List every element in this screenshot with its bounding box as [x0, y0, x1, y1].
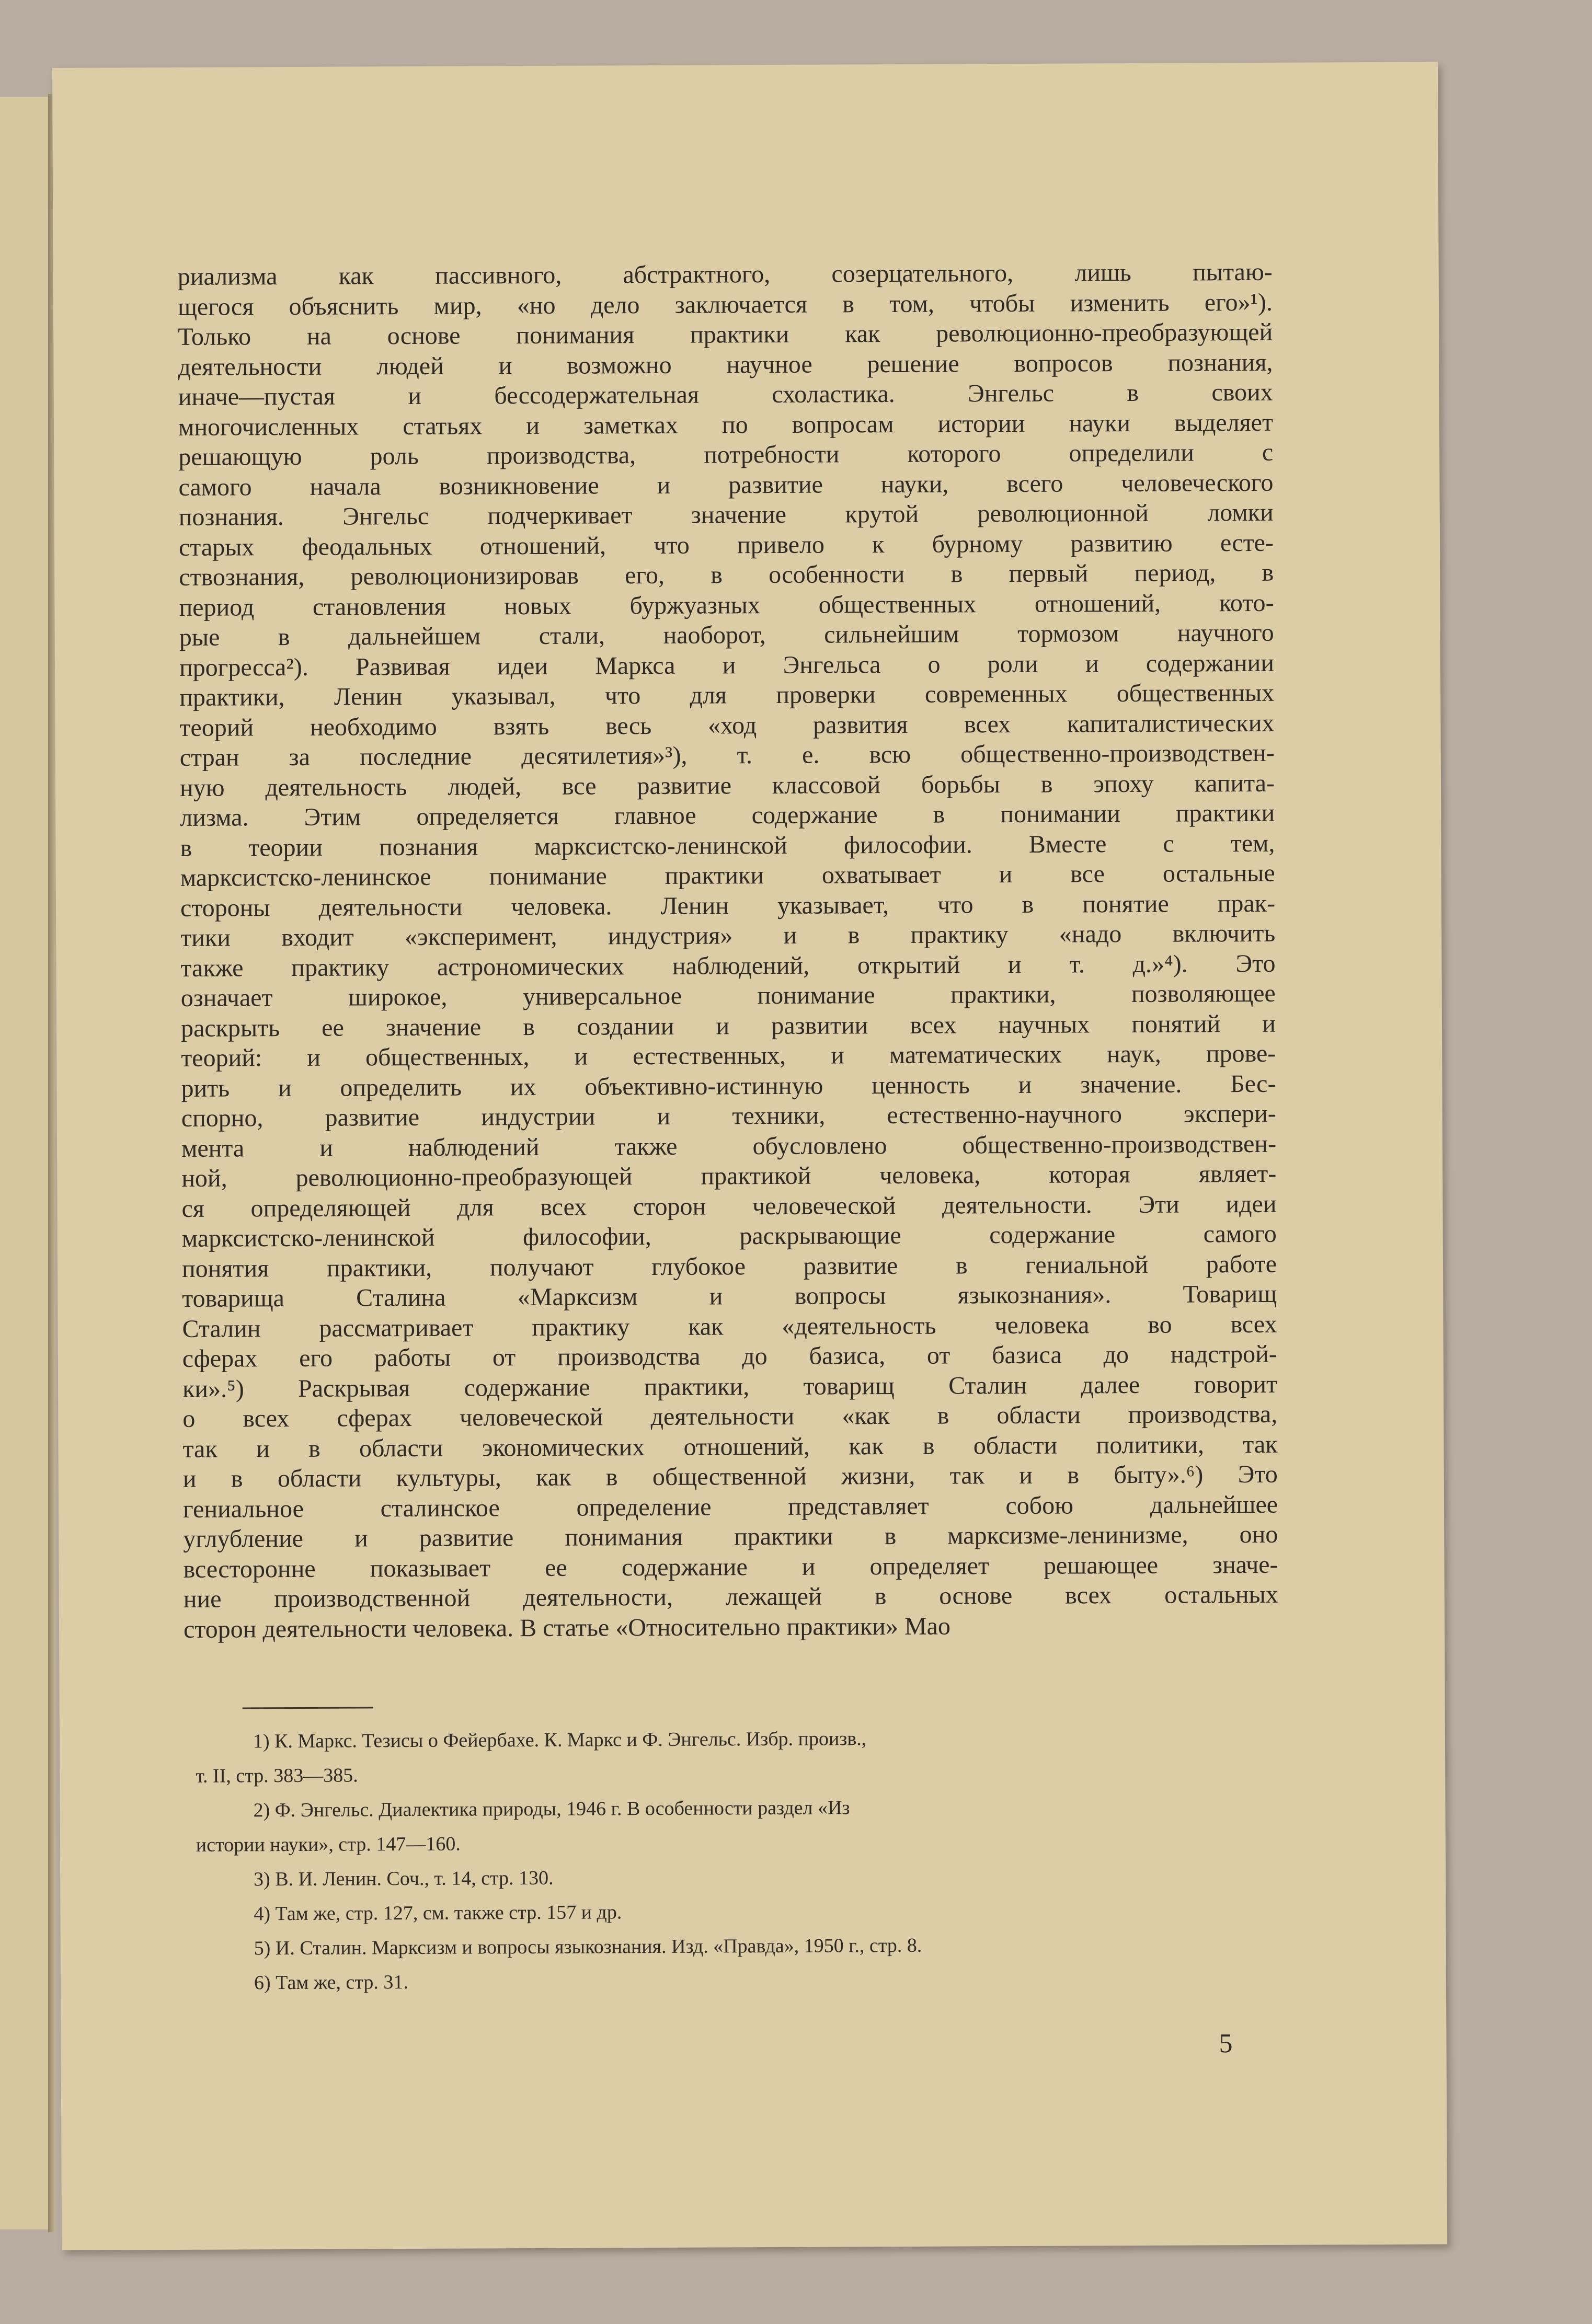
footnote-6: 6) Там же, стр. 31. — [254, 1971, 408, 1994]
text-line: гениальное сталинское определение представляет собою дальнейшее — [182, 1490, 1278, 1523]
text-line: старых феодальных отношений, что привело к бурному развитию есте- — [178, 528, 1274, 561]
text-line: ние производственной деятельности, лежащей в основе всех остальных — [183, 1580, 1278, 1613]
text-line: решающую роль производства, потребности которого определили с — [178, 438, 1274, 471]
text-line: так и в области экономических отношений, как в области политики, так — [182, 1430, 1278, 1463]
text-line: рить и определить их объективно-истинную ценность и значение. Бес- — [181, 1069, 1276, 1102]
text-line: мента и наблюдений также обусловлено общественно-производствен- — [181, 1130, 1277, 1163]
text-line: многочисленных статьях и заметках по вопросам истории науки выделяет — [178, 408, 1274, 441]
text-line: стороны деятельности человека. Ленин указывает, что в понятие прак- — [180, 889, 1276, 922]
facing-page-edge — [0, 97, 50, 2229]
text-line: самого начала возникновение и развитие науки, всего человеческого — [178, 468, 1274, 501]
text-line: практики, Ленин указывал, что для проверки современных общественных — [179, 678, 1275, 711]
text-line: марксистско-ленинской философии, раскрывающие содержание самого — [181, 1219, 1277, 1252]
footnote-2: 2) Ф. Энгельс. Диалектика природы, 1946 г. В особенности раздел «Из — [253, 1797, 850, 1822]
text-line: познания. Энгельс подчеркивает значение крутой революционной ломки — [178, 498, 1274, 531]
text-line: понятия практики, получают глубокое развитие в гениальной работе — [181, 1250, 1277, 1283]
text-line: щегося объяснить мир, «но дело заключается в том, чтобы изменить его»¹). — [177, 288, 1273, 321]
text-line: период становления новых буржуазных общественных отношений, кото- — [179, 589, 1274, 622]
footnotes — [196, 1720, 1295, 2000]
text-line: тики входит «эксперимент, индустрия» и в практику «надо включить — [180, 919, 1276, 952]
text-line: товарища Сталина «Марксизм и вопросы языкознания». Товарищ — [182, 1280, 1277, 1313]
text-line: в теории познания марксистско-ленинской философии. Вместе с тем, — [180, 829, 1275, 862]
document-page — [52, 62, 1447, 2250]
text-line: раскрыть ее значение в создании и развитии всех научных понятий и — [180, 1009, 1276, 1042]
text-line: ся определяющей для всех сторон человеческой деятельности. Эти идеи — [181, 1190, 1277, 1223]
text-line: ки».⁵) Раскрывая содержание практики, товарищ Сталин далее говорит — [182, 1370, 1278, 1403]
text-line: ствознания, революционизировав его, в особенности в первый период, в — [179, 558, 1274, 591]
text-line: ную деятельность людей, все развитие классовой борьбы в эпоху капита- — [179, 769, 1275, 802]
text-line: углубление и развитие понимания практики в марксизме-ленинизме, оно — [183, 1520, 1278, 1553]
body-text — [178, 257, 1279, 1644]
text-line: спорно, развитие индустрии и техники, естественно-научного экспери- — [181, 1099, 1276, 1132]
footnote-4: 4) Там же, стр. 127, см. также стр. 157 и др. — [254, 1901, 622, 1925]
footnote-5: 5) И. Сталин. Марксизм и вопросы языкознания. Изд. «Правда», 1950 г., стр. 8. — [254, 1934, 922, 1960]
text-line: и в области культуры, как в общественной жизни, так и в быту».⁶) Это — [182, 1460, 1278, 1493]
text-line: иначе—пустая и бессодержательная схоластика. Энгельс в своих — [178, 378, 1273, 411]
text-line: риализма как пассивного, абстрактного, созерцательного, лишь пытаю- — [177, 258, 1273, 291]
footnote-2-continued: истории науки», стр. 147—160. — [196, 1833, 461, 1856]
footnote-1-continued: т. II, стр. 383—385. — [196, 1764, 358, 1787]
footnote-1: 1) К. Маркс. Тезисы о Фейербахе. К. Маркс и Ф. Энгельс. Избр. произв., — [253, 1728, 867, 1753]
text-line: сторон деятельности человека. В статье «Относительно практики» Мао — [183, 1612, 951, 1643]
text-line: рые в дальнейшем стали, наоборот, сильнейшим тормозом научного — [179, 618, 1274, 651]
footnote-divider — [243, 1707, 373, 1709]
text-line: означает широкое, универсальное понимание практики, позволяющее — [180, 979, 1276, 1012]
text-line: прогресса²). Развивая идеи Маркса и Энгельса о роли и содержании — [179, 649, 1275, 682]
text-line: лизма. Этим определяется главное содержание в понимании практики — [180, 799, 1275, 832]
text-line: теорий: и общественных, и естественных, и математических наук, прове- — [181, 1039, 1276, 1072]
text-line: всесторонне показывает ее содержание и определяет решающее значе- — [183, 1550, 1278, 1583]
text-line: сферах его работы от производства до базиса, от базиса до надстрой- — [182, 1340, 1277, 1373]
footnote-3: 3) В. И. Ленин. Соч., т. 14, стр. 130. — [254, 1867, 554, 1891]
text-line: о всех сферах человеческой деятельности «как в области производства, — [182, 1400, 1278, 1433]
text-line: также практику астрономических наблюдений, открытий и т. д.»⁴). Это — [180, 949, 1276, 982]
text-line: Сталин рассматривает практику как «деятельность человека во всех — [182, 1310, 1277, 1343]
text-line: теорий необходимо взять весь «ход развития всех капиталистических — [179, 709, 1275, 742]
text-line: деятельности людей и возможно научное решение вопросов познания, — [178, 348, 1273, 381]
page-number: 5 — [1219, 2029, 1233, 2059]
text-line: марксистско-ленинское понимание практики охватывает и все остальные — [180, 859, 1275, 892]
text-line: стран за последние десятилетия»³), т. е. всю общественно-производствен- — [179, 739, 1275, 772]
text-line: Только на основе понимания практики как революционно-преобразующей — [178, 318, 1273, 351]
text-line: ной, революционно-преобразующей практикой человека, которая являет- — [181, 1159, 1277, 1192]
